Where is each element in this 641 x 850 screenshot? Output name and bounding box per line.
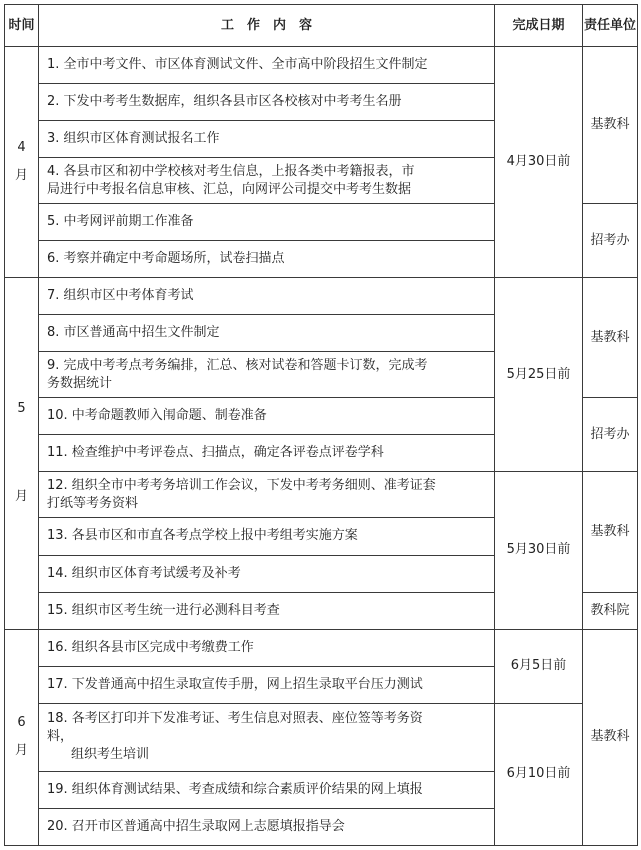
task-2: 2. 下发中考考生数据库，组织各县市区各校核对中考考生名册 [39, 84, 495, 121]
task-3: 3. 组织市区体育测试报名工作 [39, 121, 495, 158]
deadline-may25: 5月25日前 [495, 278, 583, 472]
task-5: 5. 中考网评前期工作准备 [39, 204, 495, 241]
owner-jijiaoke: 基教科 [583, 629, 638, 845]
header-owner: 责任单位 [583, 5, 638, 47]
month-june: 6 月 [5, 629, 39, 845]
task-1: 1. 全市中考文件、市区体育测试文件、全市高中阶段招生文件制定 [39, 47, 495, 84]
task-20: 20. 召开市区普通高中招生录取网上志愿填报指导会 [39, 808, 495, 845]
table-row [5, 47, 638, 84]
month-april: 4 月 [5, 47, 39, 278]
task-16: 16. 组织各县市区完成中考缴费工作 [39, 629, 495, 666]
schedule-table [4, 4, 638, 846]
task-15: 15. 组织市区考生统一进行必测科目考查 [39, 592, 495, 629]
table-row [5, 278, 638, 315]
header-row [5, 5, 638, 47]
task-14: 14. 组织市区体育考试缓考及补考 [39, 555, 495, 592]
task-12: 12. 组织全市中考考务培训工作会议，下发中考考务细则、准考证套 打纸等考务资料 [39, 472, 495, 518]
task-4: 4. 各县市区和初中学校核对考生信息，上报各类中考籍报表，市 局进行中考报名信息审核、汇总，向网评公司提交中考考生数据 [39, 158, 495, 204]
task-19: 19. 组织体育测试结果、考查成绩和综合素质评价结果的网上填报 [39, 771, 495, 808]
month-may: 5 月 [5, 278, 39, 629]
table-row [5, 472, 638, 518]
deadline-jun5: 6月5日前 [495, 629, 583, 703]
header-deadline: 完成日期 [495, 5, 583, 47]
task-13: 13. 各县市区和市直各考点学校上报中考组考实施方案 [39, 518, 495, 555]
owner-jijiaoke: 基教科 [583, 47, 638, 204]
task-17: 17. 下发普通高中招生录取宣传手册，网上招生录取平台压力测试 [39, 666, 495, 703]
task-9: 9. 完成中考考点考务编排，汇总、核对试卷和答题卡订数，完成考 务数据统计 [39, 352, 495, 398]
table-row [5, 703, 638, 771]
header-time: 时间 [5, 5, 39, 47]
owner-zhaokaoban: 招考办 [583, 398, 638, 472]
task-7: 7. 组织市区中考体育考试 [39, 278, 495, 315]
task-18: 18. 各考区打印并下发准考证、考生信息对照表、座位签等考务资 料， 组织考生培训 [39, 703, 495, 771]
task-10: 10. 中考命题教师入闱命题、制卷准备 [39, 398, 495, 435]
deadline-jun10: 6月10日前 [495, 703, 583, 845]
owner-zhaokaoban: 招考办 [583, 204, 638, 278]
owner-jijiaoke: 基教科 [583, 472, 638, 592]
header-content: 工 作 内 容 [39, 5, 495, 47]
owner-jijiaoke: 基教科 [583, 278, 638, 398]
owner-jiaokeyuan: 教科院 [583, 592, 638, 629]
deadline-may30: 5月30日前 [495, 472, 583, 629]
table-row [5, 629, 638, 666]
deadline-apr30: 4月30日前 [495, 47, 583, 278]
task-8: 8. 市区普通高中招生文件制定 [39, 315, 495, 352]
task-6: 6. 考察并确定中考命题场所，试卷扫描点 [39, 241, 495, 278]
task-11: 11. 检查维护中考评卷点、扫描点，确定各评卷点评卷学科 [39, 435, 495, 472]
